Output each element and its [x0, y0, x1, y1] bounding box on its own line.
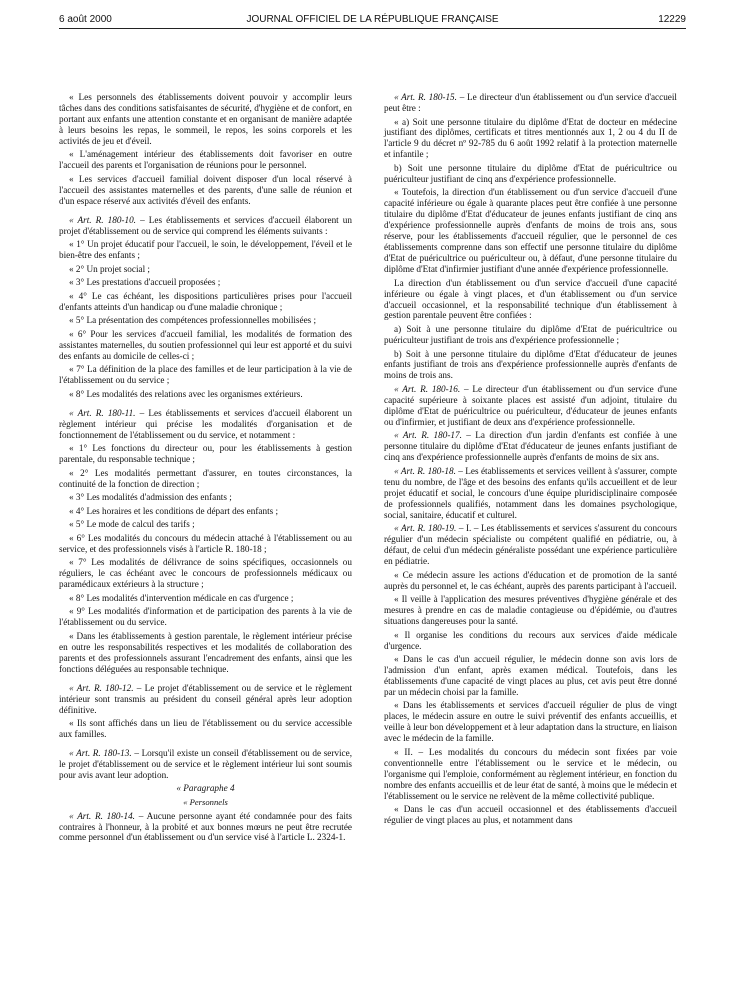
article-ref: « Art. R. 180-18. — [394, 465, 456, 476]
article-ref: « Art. R. 180-11. — [69, 407, 136, 418]
list-item: « 7° La définition de la place des familles et de leur participation à la vie de l'établissement ou du service ; — [59, 364, 352, 386]
paragraph: « Les services d'accueil familial doivent disposer d'un local réservé à l'accueil des assistantes maternelles et des parents, d'une salle de réunion et d'un espace réservé aux activités d'éveil des enfants. — [59, 173, 352, 206]
article-text: – Le directeur d'un établissement ou d'un service d'une capacité supérieure à soixante places est assisté d'un adjoint, titulaire du diplôme d'Etat de puéricultrice ou puériculteur, d'éducateur de jeunes enfants ou d'infirmier, et justifiant de deux ans d'expérience professionnelle. — [384, 383, 677, 427]
article-ref: « Art. R. 180-10. — [69, 214, 136, 225]
list-item: « 2° Un projet social ; — [69, 263, 150, 274]
page-number: 12229 — [658, 14, 686, 25]
article-text: – I. – Les établissements et services s'assurent du concours régulier d'un médecin spécialiste ou compétent qualifié en pédiatrie, ou, à défaut, de celui d'un médecin généraliste possédant une expérience particulière en pédiatrie. — [384, 523, 677, 567]
list-item: « 5° La présentation des compétences professionnelles mobilisées ; — [69, 315, 317, 326]
article-ref: « Art. R. 180-17. — [394, 430, 462, 441]
article-r180-12 — [59, 683, 352, 716]
article-text: – Aucune personne ayant été condamnée pour des faits contraires à l'honneur, à la probité et aux bonnes mœurs ne peut être recrutée comme personnel d'un établissement ou d'un service visé à l'article L. 2324-1. — [59, 810, 352, 843]
paragraph: « Les personnels des établissements doivent pouvoir y accomplir leurs tâches dans des conditions satisfaisantes de sécurité, d'hygiène et de confort, en portant aux enfants une attention constante et en organisant de manière adaptée à leurs besoins les repas, le sommeil, le repos, les soins corporels et les activités de jeu et d'éveil. — [59, 92, 352, 146]
article-r180-17 — [384, 430, 677, 463]
article-ref: « Art. R. 180-16. — [394, 383, 461, 394]
right-column — [384, 92, 677, 829]
article-r180-11 — [59, 408, 352, 441]
paragraph: « Ils sont affichés dans un lieu de l'établissement ou du service accessible aux familles. — [59, 718, 352, 740]
article-r180-18 — [384, 466, 677, 521]
list-item: « 3° Les modalités d'admission des enfants ; — [69, 492, 232, 503]
article-ref: « Art. R. 180-13. — [69, 748, 132, 759]
article-text: – La direction d'un jardin d'enfants est confiée à une personne titulaire du diplôme d'Etat d'éducateur de jeunes enfants justifiant de cinq ans d'expérience professionnelle auprès d'enfants de moins de six ans. — [384, 430, 677, 463]
article-text: – Les établissements et services veillent à s'assurer, compte tenu du nombre, de l'âge et des besoins des enfants qu'ils accueillent et de leur projet éducatif et social, le concours d'une équipe pluridisciplinaire composée de professionnels qualifiés, notamment dans les domaines psychologique, social, sanitaire, éducatif et culturel. — [384, 465, 678, 520]
list-item: « 4° Le cas échéant, les dispositions particulières prises pour l'accueil d'enfants atteints d'un handicap ou d'une maladie chronique ; — [59, 290, 352, 312]
paragraph: La direction d'un établissement ou d'un service d'accueil d'une capacité inférieure ou égale à vingt places, et d'un établissement ou d'un service d'accueil occasionnel, et la responsabilité technique d'un établissement à gestion parentale peuvent être confiées : — [384, 277, 677, 321]
journal-title: JOURNAL OFFICIEL DE LA RÉPUBLIQUE FRANÇAISE — [246, 14, 499, 25]
list-item: b) Soit à une personne titulaire du diplôme d'Etat d'éducateur de jeunes enfants justifiant de trois ans d'expérience professionnelle auprès d'enfants de moins de trois ans. — [384, 348, 677, 381]
page-header — [59, 12, 686, 29]
paragraph: « Dans le cas d'un accueil régulier, le médecin donne son avis lors de l'admission d'un enfant, après examen médical. Toutefois, dans les établissements d'une capacité de vingt places au plus, cet avis peut être donné par un médecin choisi par la famille. — [384, 654, 677, 697]
paragraph: « II. – Les modalités du concours du médecin sont fixées par voie conventionnelle entre l'établissement ou le service et le médecin, ou l'organisme qui l'emploie, conformément au règlement intérieur, en fonction du nombre des enfants accueillis et de leur état de santé, à moins que le médecin et l'établissement ou le service ne relèvent de la même collectivité publique. — [384, 746, 677, 801]
list-item: « 8° Les modalités des relations avec les organismes extérieurs. — [69, 388, 303, 399]
paragraph: « Dans le cas d'un accueil occasionnel et des établissements d'accueil régulier de vingt places au plus, et notamment dans — [384, 804, 677, 826]
list-item: « 3° Les prestations d'accueil proposées ; — [69, 277, 221, 288]
list-item: « 6° Pour les services d'accueil familial, les modalités de formation des assistantes maternelles, du soutien professionnel qui leur est apporté et du suivi des enfants au domicile de celles-ci ; — [59, 328, 352, 361]
article-ref: « Art. R. 180-15. — [394, 92, 457, 102]
left-column — [59, 92, 352, 846]
list-item: « 5° Le mode de calcul des tarifs ; — [69, 519, 195, 530]
paragraph: « Dans les établissements à gestion parentale, le règlement intérieur précise en outre les responsabilités respectives et les modalités de collaboration des parents et des professionnels assurant l'encadrement des enfants, ainsi que les fonctions déléguées au responsable technique. — [59, 630, 352, 674]
list-item: b) Soit une personne titulaire du diplôme d'Etat de puéricultrice ou puériculteur justifiant de cinq ans d'expérience professionnelle. — [384, 162, 677, 184]
paragraph: « Il organise les conditions du recours aux services d'aide médicale d'urgence. — [384, 629, 677, 651]
article-r180-10 — [59, 215, 352, 237]
paragraph: « Ce médecin assure les actions d'éducation et de promotion de la santé auprès du personnel et, le cas échéant, auprès des parents participant à l'accueil. — [384, 569, 677, 591]
list-item: « a) Soit une personne titulaire du diplôme d'Etat de docteur en médecine justifiant des diplômes, certificats et titres mentionnés aux 1, 2 ou 4 du II de l'article 9 du décret nº 92-785 du 6 août 1992 relatif à la protection maternelle et infantile ; — [384, 116, 677, 160]
list-item: a) Soit à une personne titulaire du diplôme d'Etat de puéricultrice ou puériculteur justifiant de trois ans d'expérience professionnelle ; — [384, 324, 677, 345]
article-ref: « Art. R. 180-19. — [394, 523, 457, 534]
section-heading: « Paragraphe 4 — [176, 783, 235, 794]
list-item: « 2° Les modalités permettant d'assurer, en toutes circonstances, la continuité de la fonction de direction ; — [59, 467, 352, 489]
list-item: « 1° Les fonctions du directeur ou, pour les établissements à gestion parentale, du responsable technique ; — [59, 443, 352, 465]
list-item: « 1° Un projet éducatif pour l'accueil, le soin, le développement, l'éveil et le bien-être des enfants ; — [59, 239, 352, 261]
article-text: – Le projet d'établissement ou de service et le règlement intérieur sont transmis au président du conseil général après leur adoption définitive. — [59, 682, 352, 715]
article-r180-15 — [384, 92, 677, 114]
article-text: – Les établissements et services d'accueil élaborent un règlement intérieur qui précise les modalités d'organisation et de fonctionnement de l'établissement ou du service, et notamment : — [59, 407, 352, 440]
article-r180-19 — [384, 523, 677, 567]
paragraph: « Toutefois, la direction d'un établissement ou d'un service d'accueil d'une capacité inférieure ou égale à quarante places peut être confiée à une personne titulaire du diplôme d'Etat d'éducateur de jeunes enfants justifiant de cinq ans d'expérience professionnelle auprès d'enfants de moins de trois ans, sous réserve, pour les établissements d'accueil régulier, que le personnel de ces établissements comprenne dans son effectif une personne titulaire du diplôme d'Etat de puéricultrice ou puériculteur ou, à défaut, d'une personne titulaire du diplôme d'Etat d'infirmier justifiant d'une année d'expérience professionnelle. — [384, 187, 677, 275]
article-text: – Le directeur d'un établissement ou d'un service d'accueil peut être : — [384, 92, 677, 113]
article-r180-14 — [59, 811, 352, 844]
article-r180-13 — [59, 748, 352, 781]
article-text: – Les établissements et services d'accueil élaborent un projet d'établissement ou de service qui comprend les éléments suivants : — [59, 214, 352, 236]
list-item: « 7° Les modalités de délivrance de soins spécifiques, occasionnels ou réguliers, le cas échéant avec le concours de professionnels médicaux ou paramédicaux extérieurs à la structure ; — [59, 557, 352, 590]
paragraph: « L'aménagement intérieur des établissements doit favoriser en outre l'accueil des parents et l'organisation de réunions pour le personnel. — [59, 149, 352, 171]
list-item: « 4° Les horaires et les conditions de départ des enfants ; — [69, 505, 279, 516]
article-ref: « Art. R. 180-12. — [69, 682, 134, 693]
issue-date: 6 août 2000 — [59, 14, 112, 25]
article-r180-16 — [384, 384, 677, 428]
list-item: « 8° Les modalités d'intervention médicale en cas d'urgence ; — [69, 592, 294, 603]
paragraph: « Il veille à l'application des mesures préventives d'hygiène générale et des mesures à prendre en cas de maladie contagieuse ou d'épidémie, ou d'autres situations dangereuses pour la santé. — [384, 594, 677, 627]
article-ref: « Art. R. 180-14. — [69, 810, 135, 821]
article-text: – Lorsqu'il existe un conseil d'établissement ou de service, le projet d'établissement ou de service et le règlement intérieur lui sont soumis pour avis avant leur adoption. — [59, 748, 353, 780]
list-item: « 6° Les modalités du concours du médecin attaché à l'établissement ou au service, et des professionnels visés à l'article R. 180-18 ; — [59, 532, 352, 554]
paragraph: « Dans les établissements et services d'accueil régulier de plus de vingt places, le médecin assure en outre le suivi préventif des enfants accueillis, et veille à leur bon développement et à leur adaptation dans la structure, en liaison avec le médecin de la famille. — [384, 700, 677, 744]
list-item: « 9° Les modalités d'information et de participation des parents à la vie de l'établissement ou du service. — [59, 606, 352, 628]
section-subheading: « Personnels — [183, 797, 228, 808]
